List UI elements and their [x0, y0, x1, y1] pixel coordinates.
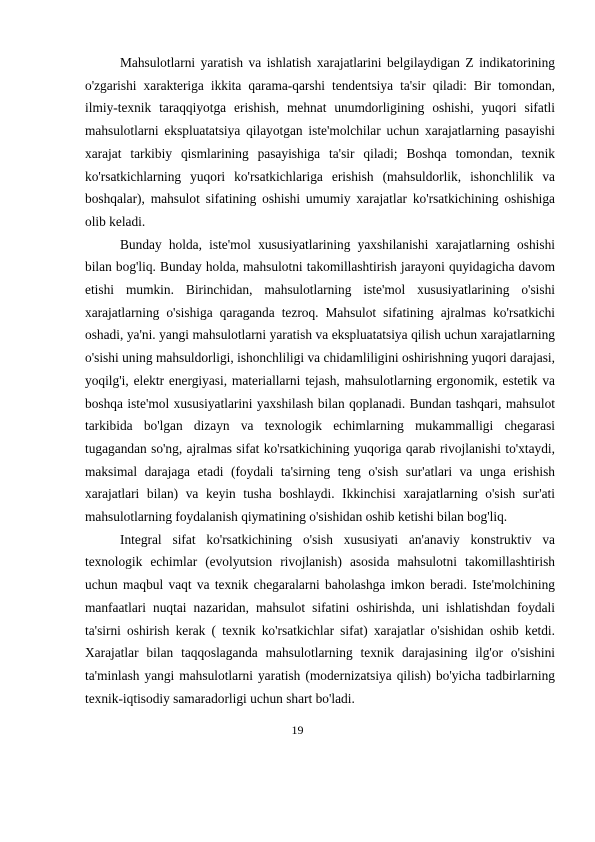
paragraph-3: Integral sifat ko'rsatkichining o'sish xususiyati an'anaviy konstruktiv va texnologik echimlar (evolyutsion rivojlanish) asosida mahsulotni takomillashtirish uchun maqbul vaqt va texnik chegaralarni baholashga imkon beradi. Iste'molchining manfaatlari nuqtai nazaridan, mahsulot sifatini oshirishda, uni ishlatishdan foydali ta'sirni oshirish kerak ( texnik ko'rsatkichlar sifat) xarajatlar o'sishidan oshib ketdi. Xarajatlar bilan taqqoslaganda mahsulotlarning texnik darajasining ilg'or o'sishini ta'minlash yangi mahsulotlarni yaratish (modernizatsiya qilish) bo'yicha tadbirlarning texnik-iqtisodiy samaradorligi uchun shart bo'ladi. — [85, 531, 555, 706]
document-body — [85, 52, 555, 710]
page-number: 19 — [291, 723, 304, 737]
paragraph-1: Mahsulotlarni yaratish va ishlatish xarajatlarini belgilaydigan Z indikatorining o'zgarishi xarakteriga ikkita qarama-qarshi tendentsiya ta'sir qiladi: Bir tomondan, ilmiy-texnik taraqqiyotga erishish, mehnat unumdorligining oshishi, yuqori sifatli mahsulotlarni ekspluatatsiya qilayotgan iste'molchilar uchun xarajatlarning pasayishi xarajat tarkibiy qismlarining pasayishiga ta'sir qiladi; Boshqa tomondan, texnik ko'rsatkichlarning yuqori ko'rsatkichlariga erishish (mahsuldorlik, ishonchlilik va boshqalar), mahsulot sifatining oshishi umumiy xarajatlar ko'rsatkichining oshishiga olib keladi. — [85, 55, 555, 229]
paragraph-2: Bunday holda, iste'mol xususiyatlarining yaxshilanishi xarajatlarning oshishi bilan bog'liq. Bunday holda, mahsulotni takomillashtirish jarayoni quyidagicha davom etishi mumkin. Birinchidan, mahsulotlarning iste'mol xususiyatlarining o'sishi xarajatlarning o'sishiga qaraganda tezroq. Mahsulot sifatining ajralmas ko'rsatkichi oshadi, ya'ni. yangi mahsulotlarni yaratish va ekspluatatsiya qilish uchun xarajatlarning o'sishi uning mahsuldorligi, ishonchliligi va chidamliligini oshirishning yuqori darajasi, yoqilg'i, elektr energiyasi, materiallarni tejash, mahsulotlarning ergonomik, estetik va boshqa iste'mol xususiyatlarini yaxshilash bilan qoplanadi. Bundan tashqari, mahsulot tarkibida bo'lgan dizayn va texnologik echimlarning mukammalligi chegarasi tugagandan so'ng, ajralmas sifat ko'rsatkichining yuqoriga qarab rivojlanishi to'xtaydi, maksimal darajaga etadi (foydali ta'sirning teng o'sish sur'atlari va unga erishish xarajatlari bilan) va keyin tusha boshlaydi. Ikkinchisi xarajatlarning o'sish sur'ati mahsulotlarning foydalanish qiymatining o'sishidan oshib ketishi bilan bog'liq. — [85, 236, 555, 525]
